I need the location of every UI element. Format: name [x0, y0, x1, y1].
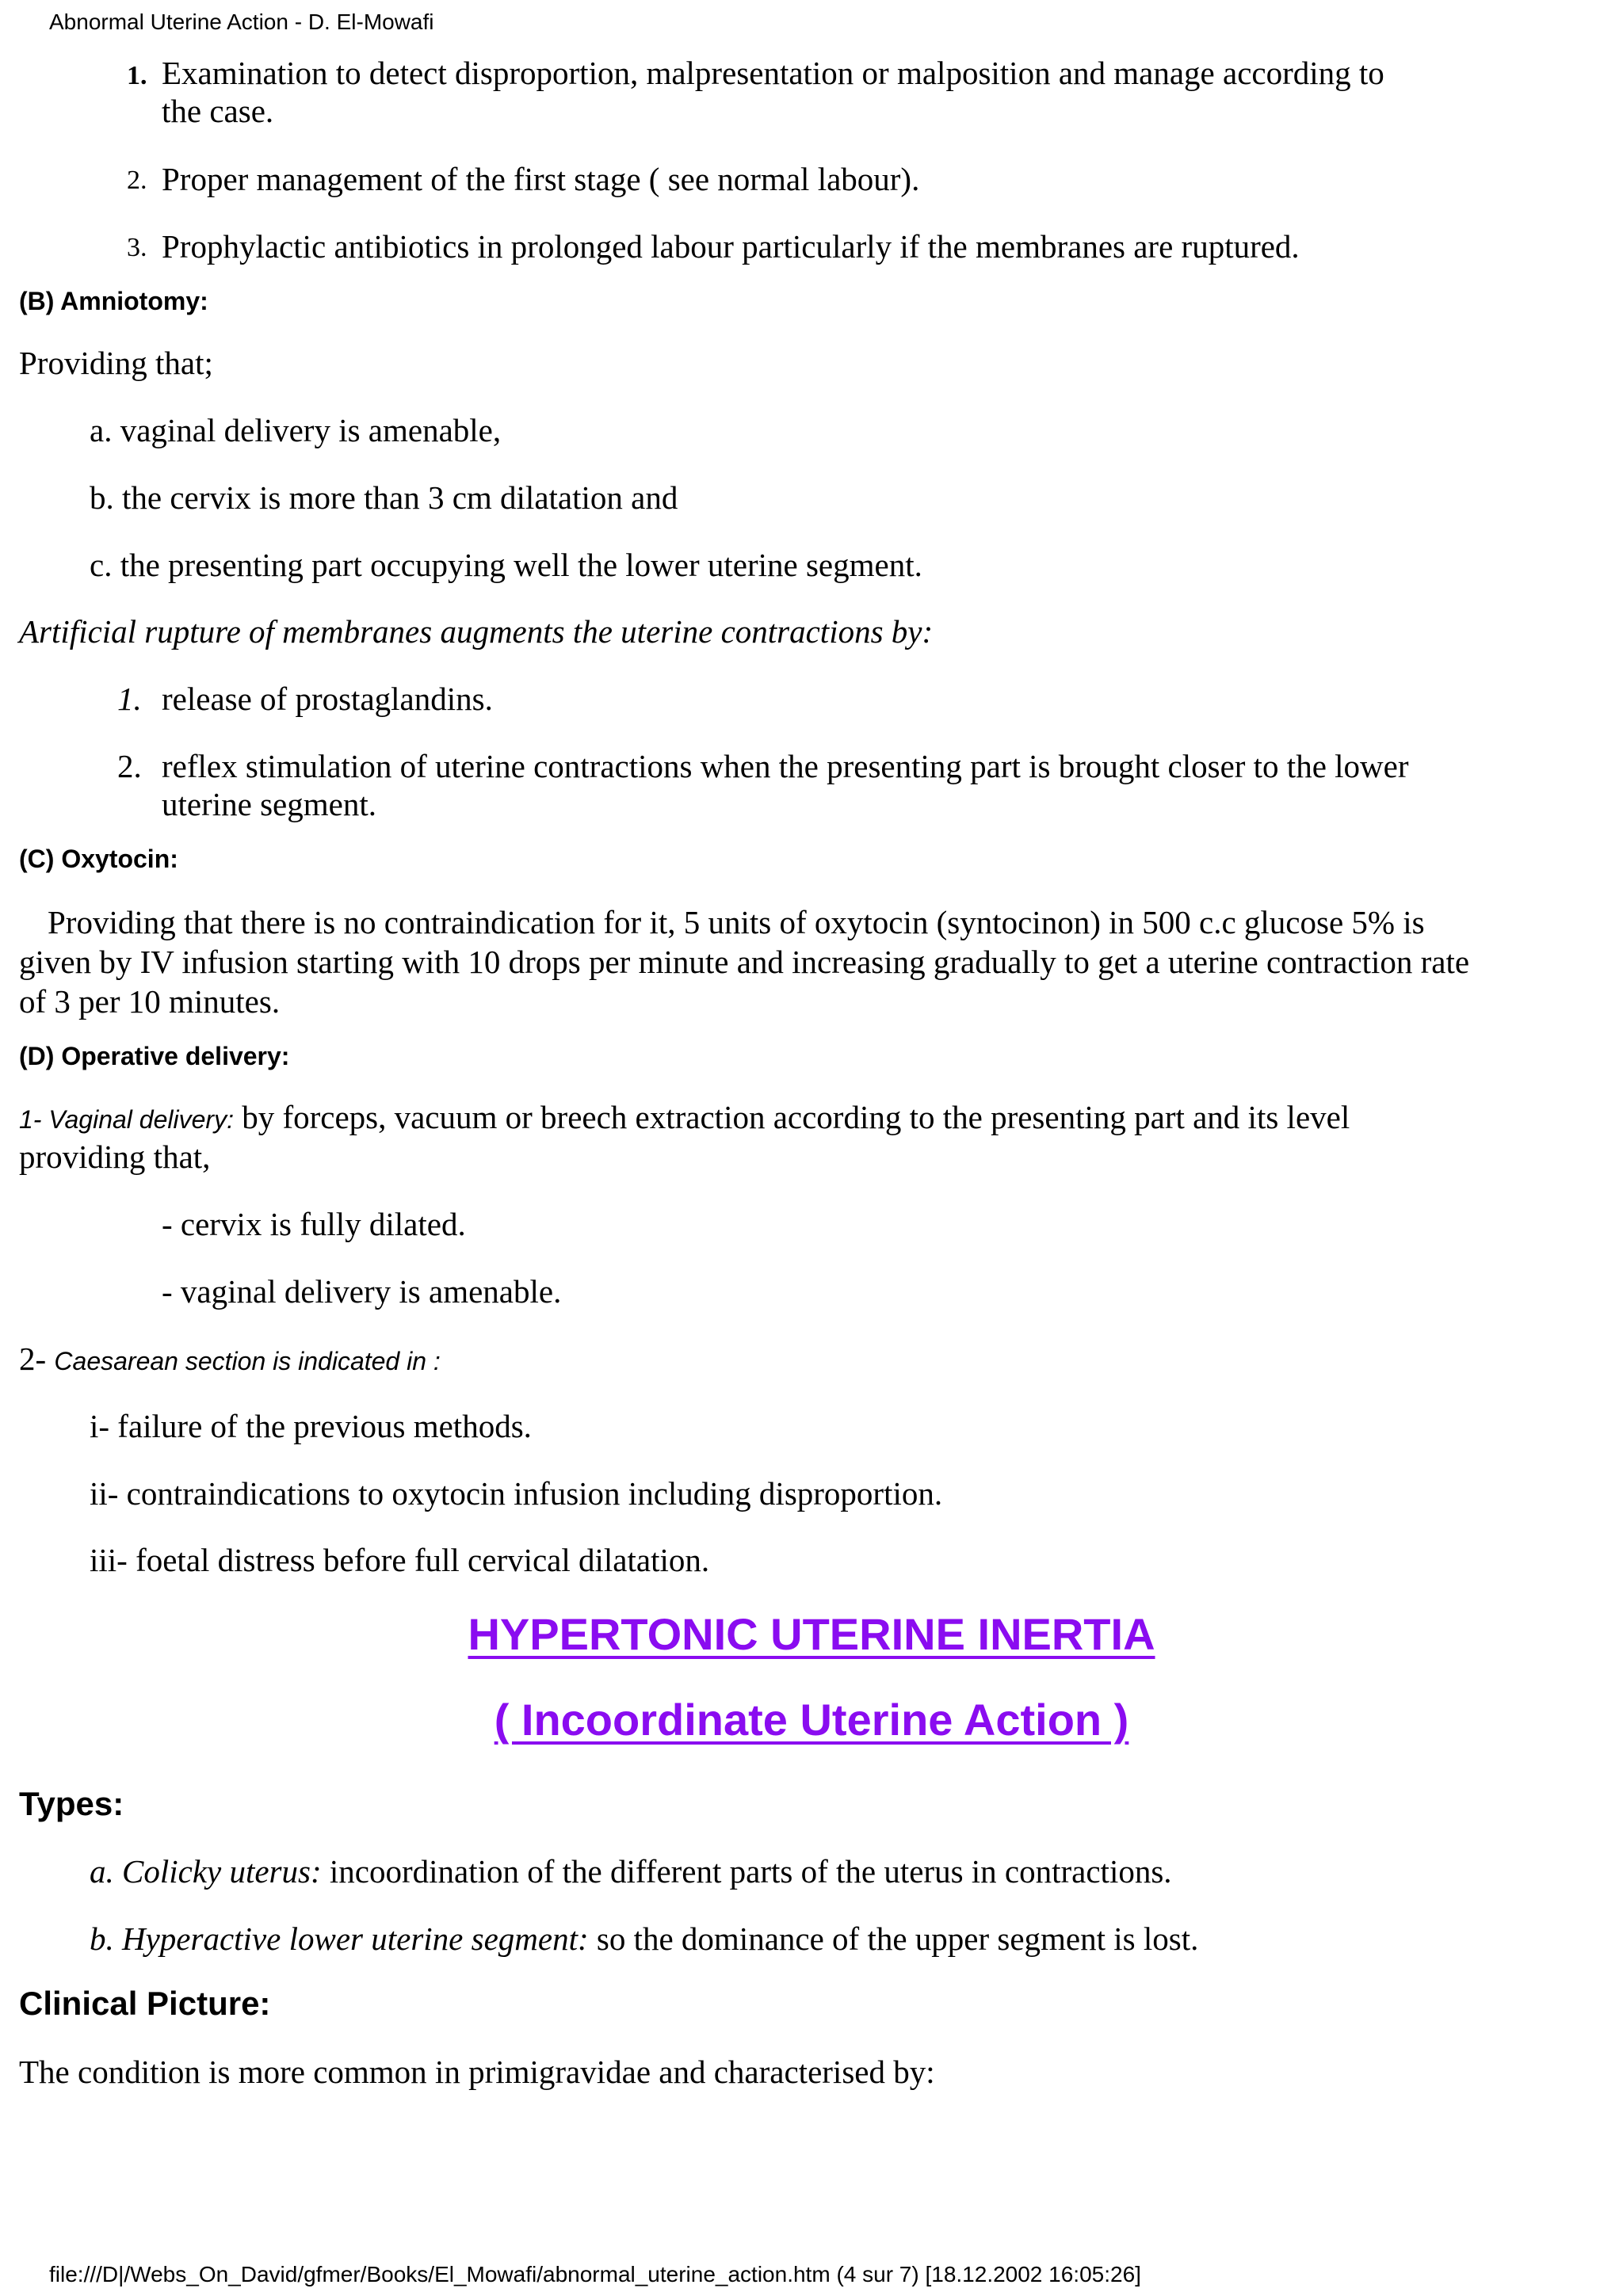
vaginal-delivery-label: 1- Vaginal delivery:	[19, 1105, 234, 1134]
amniotomy-condition: a. vaginal delivery is amenable,	[90, 412, 502, 448]
list-number: 1.	[127, 61, 147, 90]
list-number: 2.	[117, 748, 142, 784]
oxytocin-text-line: given by IV infusion starting with 10 drops per minute and increasing gradually to get a uterine contraction rate	[19, 944, 1470, 980]
caesarean-indication: iii- foetal distress before full cervical dilatation.	[90, 1542, 710, 1578]
section-title-hypertonic: HYPERTONIC UTERINE INERTIA	[468, 1609, 1155, 1659]
section-subtitle-incoordinate: ( Incoordinate Uterine Action )	[494, 1695, 1129, 1745]
section-heading-operative: (D) Operative delivery:	[19, 1042, 290, 1070]
list-item-text: Proper management of the first stage ( see normal labour).	[162, 161, 920, 197]
caesarean-indication: ii- contraindications to oxytocin infusion including disproportion.	[90, 1475, 943, 1512]
vaginal-delivery-text-continued: providing that,	[19, 1138, 211, 1175]
page-footer-url: file:///D|/Webs_On_David/gfmer/Books/El_Mowafi/abnormal_uterine_action.htm (4 sur 7) [18.12.2002 16:05:26]	[49, 2262, 1141, 2286]
list-number: 2.	[127, 166, 147, 195]
oxytocin-text-line: of 3 per 10 minutes.	[19, 983, 281, 1020]
list-number: 1.	[117, 681, 142, 717]
mechanism-text: release of prostaglandins.	[162, 681, 493, 717]
vaginal-condition: - cervix is fully dilated.	[162, 1206, 466, 1242]
list-item-text: Prophylactic antibiotics in prolonged labour particularly if the membranes are ruptured.	[162, 228, 1300, 265]
type-text: incoordination of the different parts of the uterus in contractions.	[329, 1853, 1172, 1890]
caesarean-line	[19, 1339, 441, 1381]
list-item	[127, 53, 162, 96]
page-header-title: Abnormal Uterine Action - D. El-Mowafi	[49, 10, 434, 34]
list-number: 3.	[127, 233, 147, 262]
amniotomy-intro: Providing that;	[19, 345, 213, 381]
type-item	[90, 1852, 1172, 1891]
clinical-heading: Clinical Picture:	[19, 1985, 271, 2022]
type-item	[90, 1919, 1198, 1958]
mechanism-text: reflex stimulation of uterine contractions when the presenting part is brought closer to the lower	[162, 748, 1409, 784]
vaginal-condition: - vaginal delivery is amenable.	[162, 1273, 562, 1310]
vaginal-delivery-line	[19, 1097, 1350, 1139]
caesarean-indication: i- failure of the previous methods.	[90, 1408, 532, 1444]
list-item-text: Examination to detect disproportion, malpresentation or malposition and manage according to	[162, 55, 1384, 91]
clinical-text: The condition is more common in primigravidae and characterised by:	[19, 2054, 935, 2090]
amniotomy-condition: c. the presenting part occupying well the lower uterine segment.	[90, 547, 922, 583]
list-item-text-continued: the case.	[162, 93, 274, 129]
amniotomy-augments-label: Artificial rupture of membranes augments the uterine contractions by:	[19, 613, 934, 650]
type-label: b. Hyperactive lower uterine segment:	[90, 1920, 589, 1957]
types-heading: Types:	[19, 1785, 124, 1822]
type-text: so the dominance of the upper segment is lost.	[596, 1920, 1199, 1957]
section-heading-oxytocin: (C) Oxytocin:	[19, 845, 178, 873]
oxytocin-text-line: Providing that there is no contraindication for it, 5 units of oxytocin (syntocinon) in 500 c.c glucose 5% is	[48, 904, 1425, 940]
type-label: a. Colicky uterus:	[90, 1853, 322, 1890]
caesarean-number: 2-	[19, 1341, 47, 1377]
caesarean-label: Caesarean section is indicated in :	[54, 1347, 441, 1375]
amniotomy-condition: b. the cervix is more than 3 cm dilatation and	[90, 479, 678, 516]
vaginal-delivery-text: by forceps, vacuum or breech extraction according to the presenting part and its level	[242, 1099, 1350, 1135]
section-heading-amniotomy: (B) Amniotomy:	[19, 287, 208, 315]
mechanism-text-continued: uterine segment.	[162, 786, 376, 822]
